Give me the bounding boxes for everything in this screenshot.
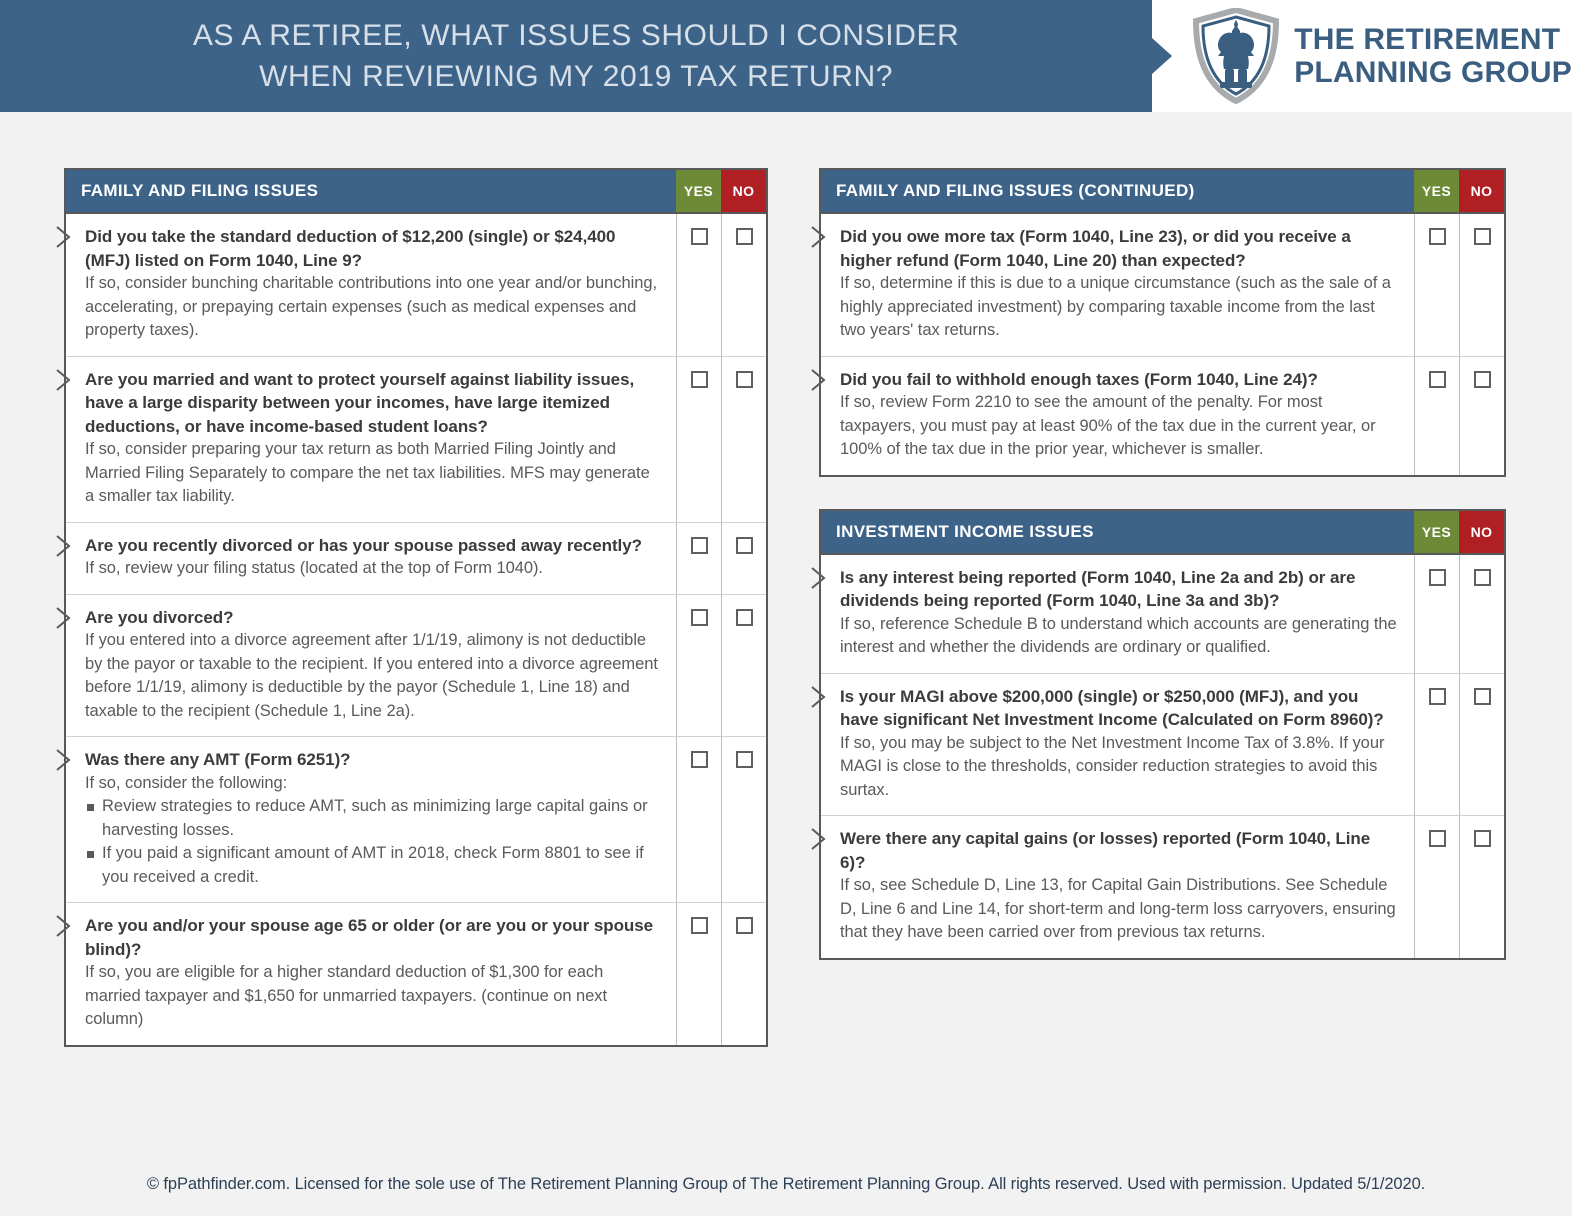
question-marker-icon [55,369,73,391]
yes-checkbox[interactable] [691,537,708,554]
no-checkbox[interactable] [736,917,753,934]
no-checkbox-cell[interactable] [1459,214,1504,356]
checklist-card-family-and-filing-issues [64,168,768,1047]
page-title-line-2: WHEN REVIEWING MY 2019 TAX RETURN? [259,60,894,93]
yes-column-header: YES [676,170,721,212]
page-title [193,15,960,97]
row-content [821,674,1414,816]
yes-checkbox[interactable] [691,917,708,934]
page-footer [0,1152,1572,1216]
answer-text: If so, you are eligible for a higher standard deduction of $1,300 for each married taxpayer and $1,650 for unmarried taxpayers. (continue on next column) [85,963,608,1028]
question-text: Is your MAGI above $200,000 (single) or $250,000 (MFJ), and you have significant Net Investment Income (Calculated on Form 8960)? [840,686,1384,729]
yes-checkbox-cell[interactable] [1414,214,1459,356]
question-text: Did you owe more tax (Form 1040, Line 23), or did you receive a higher refund (Form 1040, Line 20) than expected? [840,227,1351,270]
row-content [66,903,676,1045]
question-text: Are you divorced? [85,607,234,627]
yes-checkbox-cell[interactable] [676,357,721,522]
yes-checkbox-cell[interactable] [1414,816,1459,958]
no-checkbox-cell[interactable] [721,214,766,356]
row-content [821,816,1414,958]
no-column-header: NO [721,170,766,212]
question-marker-icon [55,749,73,771]
checklist-row [66,595,766,738]
row-content [66,737,676,902]
card-header [821,170,1504,214]
question-marker-icon [810,567,828,589]
question-marker-icon [55,915,73,937]
checklist-row [821,555,1504,674]
checklist-row [66,523,766,595]
no-checkbox-cell[interactable] [1459,674,1504,816]
yes-column-header: YES [1414,170,1459,212]
checklist-row [821,214,1504,357]
question-marker-icon [810,828,828,850]
yes-checkbox[interactable] [691,609,708,626]
shield-knights-icon [1192,8,1280,104]
question-marker-icon [55,226,73,248]
yes-checkbox-cell[interactable] [1414,674,1459,816]
answer-text: If so, see Schedule D, Line 13, for Capital Gain Distributions. See Schedule D, Line 6 and Line 14, for short-term and long-term loss carryovers, ensuring that they have been carried over from previous tax returns. [840,876,1396,941]
no-checkbox[interactable] [1474,569,1491,586]
question-marker-icon [810,226,828,248]
header-arrow-icon [1152,38,1172,74]
yes-checkbox[interactable] [691,751,708,768]
no-checkbox[interactable] [736,228,753,245]
no-checkbox[interactable] [736,751,753,768]
question-marker-icon [55,535,73,557]
answer-text: If so, determine if this is due to a unique circumstance (such as the sale of a highly appreciated investment) by comparing taxable income from the last two years' tax returns. [840,274,1391,339]
no-checkbox-cell[interactable] [721,357,766,522]
no-checkbox[interactable] [1474,228,1491,245]
no-checkbox-cell[interactable] [1459,816,1504,958]
checklist-row [821,674,1504,817]
card-rows [821,214,1504,475]
question-text: Are you and/or your spouse age 65 or older (or are you or your spouse blind)? [85,916,654,959]
company-logo-line-1: THE RETIREMENT [1294,23,1561,56]
card-rows [66,214,766,1045]
yes-column-header: YES [1414,511,1459,553]
card-rows [821,555,1504,958]
row-content [821,214,1414,356]
answer-bullets [85,795,660,889]
yes-checkbox-cell[interactable] [676,214,721,356]
answer-text: If you entered into a divorce agreement after 1/1/19, alimony is not deductible by the payor or taxable to the recipient. If you entered into a divorce agreement before 1/1/19, alimony is deductible by the payor (Schedule 1, Line 18) and taxable to the recipient (Schedule 1, Line 2a). [85,631,658,720]
checklist-card-investment-income-issues [819,509,1506,960]
no-checkbox[interactable] [1474,371,1491,388]
question-text: Are you recently divorced or has your spouse passed away recently? [85,535,642,555]
checklist-row [821,357,1504,475]
yes-checkbox[interactable] [1429,569,1446,586]
yes-checkbox[interactable] [1429,228,1446,245]
question-marker-icon [55,607,73,629]
company-logo [1152,0,1572,112]
no-checkbox[interactable] [1474,830,1491,847]
answer-text: If so, review Form 2210 to see the amount of the penalty. For most taxpayers, you must pay at least 90% of the tax due in the current year, or 100% of the tax due in the prior year, whichever is smaller. [840,393,1376,458]
question-text: Did you take the standard deduction of $12,200 (single) or $24,400 (MFJ) listed on Form 1040, Line 9? [85,227,616,270]
checklist-row [821,816,1504,958]
question-marker-icon [810,369,828,391]
yes-checkbox[interactable] [1429,688,1446,705]
answer-text: If so, consider bunching charitable contributions into one year and/or bunching, accelerating, or prepaying certain expenses (such as medical expenses and property taxes). [85,274,658,339]
no-checkbox[interactable] [1474,688,1491,705]
question-text: Did you fail to withhold enough taxes (Form 1040, Line 24)? [840,369,1318,389]
no-checkbox[interactable] [736,371,753,388]
no-checkbox-cell[interactable] [1459,555,1504,673]
header-title-band [0,0,1152,112]
card-title: FAMILY AND FILING ISSUES [66,170,676,212]
no-checkbox-cell[interactable] [721,903,766,1045]
yes-checkbox[interactable] [1429,371,1446,388]
checklist-row [66,214,766,357]
no-column-header: NO [1459,170,1504,212]
card-header [821,511,1504,555]
card-title: FAMILY AND FILING ISSUES (CONTINUED) [821,170,1414,212]
question-text: Was there any AMT (Form 6251)? [85,750,351,769]
no-checkbox[interactable] [736,537,753,554]
company-logo-line-2: PLANNING GROUP [1294,56,1572,89]
answer-text: If so, reference Schedule B to understand which accounts are generating the interest and whether the dividends are ordinary or qualified. [840,614,1397,656]
row-content [66,214,676,356]
yes-checkbox-cell[interactable] [676,737,721,902]
checklist-row [66,737,766,903]
yes-checkbox[interactable] [691,371,708,388]
answer-text: If so, consider the following: [85,773,288,792]
company-logo-text [1294,23,1572,89]
yes-checkbox-cell[interactable] [676,595,721,737]
yes-checkbox[interactable] [691,228,708,245]
no-checkbox-cell[interactable] [721,737,766,902]
checklist-sheet [0,112,1572,1152]
question-text: Were there any capital gains (or losses) reported (Form 1040, Line 6)? [840,829,1371,872]
row-content [66,357,676,522]
checklist-row [66,903,766,1045]
yes-checkbox-cell[interactable] [1414,357,1459,475]
no-checkbox-cell[interactable] [721,595,766,737]
footer-copyright: © fpPathfinder.com. Licensed for the sole use of The Retirement Planning Group of The Retirement Planning Group. All rights reserved. Used with permission. Updated 5/1/2020. [146,1174,1426,1193]
card-title: INVESTMENT INCOME ISSUES [821,511,1414,553]
row-content [66,523,676,594]
page-header [0,0,1572,112]
no-checkbox-cell[interactable] [721,523,766,594]
answer-text: If so, consider preparing your tax return as both Married Filing Jointly and Married Filing Separately to compare the net tax liabilities. MFS may generate a smaller tax liability. [85,440,650,505]
question-text: Are you married and want to protect yourself against liability issues, have a large disparity between your incomes, have large itemized deductions, or have income-based student loans? [85,369,635,436]
row-content [821,555,1414,673]
yes-checkbox-cell[interactable] [676,523,721,594]
answer-bullet-item: If you paid a significant amount of AMT in 2018, check Form 8801 to see if you received a credit. [85,842,660,889]
yes-checkbox[interactable] [1429,830,1446,847]
no-checkbox[interactable] [736,609,753,626]
no-checkbox-cell[interactable] [1459,357,1504,475]
answer-bullet-item: Review strategies to reduce AMT, such as minimizing large capital gains or harvesting losses. [85,795,660,842]
answer-text: If so, you may be subject to the Net Investment Income Tax of 3.8%. If your MAGI is close to the thresholds, consider reduction strategies to avoid this surtax. [840,733,1385,799]
question-text: Is any interest being reported (Form 1040, Line 2a and 2b) or are dividends being reported (Form 1040, Line 3a and 3b)? [840,567,1356,610]
question-marker-icon [810,686,828,708]
no-column-header: NO [1459,511,1504,553]
row-content [66,595,676,737]
card-header [66,170,766,214]
yes-checkbox-cell[interactable] [1414,555,1459,673]
checklist-card-family-and-filing-issues-continued [819,168,1506,477]
page-title-line-1: AS A RETIREE, WHAT ISSUES SHOULD I CONSIDER [192,19,960,52]
answer-text: If so, review your filing status (located at the top of Form 1040). [85,559,543,577]
yes-checkbox-cell[interactable] [676,903,721,1045]
left-column [64,168,768,1079]
checklist-row [66,357,766,523]
right-column [819,168,1506,992]
row-content [821,357,1414,475]
